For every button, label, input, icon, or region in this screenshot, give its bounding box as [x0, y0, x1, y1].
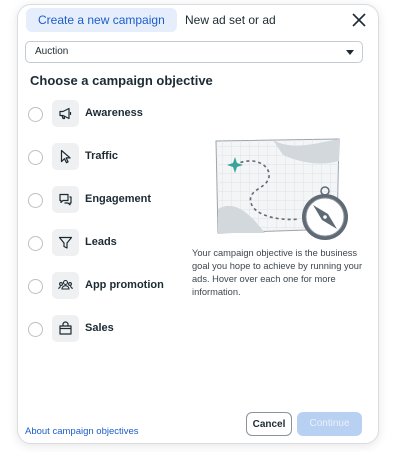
chat-bubbles-icon: [52, 186, 79, 213]
objective-description: Your campaign objective is the business goal you hope to achieve by running your ads. Hover over each one for more information.: [192, 248, 363, 297]
objective-label: Traffic: [85, 150, 119, 162]
cancel-button[interactable]: Cancel: [246, 412, 292, 436]
objective-label: Awareness: [85, 107, 143, 119]
objective-heading: Choose a campaign objective: [30, 73, 213, 88]
close-icon[interactable]: [350, 11, 368, 29]
people-icon: [52, 272, 79, 299]
objective-engagement[interactable]: [28, 185, 188, 217]
dialog-tabs: [26, 8, 378, 36]
radio-engagement[interactable]: [28, 193, 43, 208]
radio-awareness[interactable]: [28, 107, 43, 122]
create-campaign-dialog: [17, 4, 379, 444]
cursor-icon: [52, 143, 79, 170]
caret-down-icon: [346, 50, 354, 55]
objective-traffic[interactable]: [28, 142, 188, 174]
objective-awareness[interactable]: [28, 99, 188, 131]
objective-app-promotion[interactable]: [28, 271, 188, 303]
shopping-bag-icon: [52, 315, 79, 342]
radio-leads[interactable]: [28, 236, 43, 251]
about-campaign-objectives-link[interactable]: About campaign objectives: [25, 426, 139, 437]
objective-label: Sales: [85, 322, 114, 334]
objective-sales[interactable]: [28, 314, 188, 346]
radio-traffic[interactable]: [28, 150, 43, 165]
objective-leads[interactable]: [28, 228, 188, 260]
objective-label: App promotion: [85, 279, 164, 291]
megaphone-icon: [52, 100, 79, 127]
objective-label: Engagement: [85, 193, 152, 205]
map-compass-illustration: [213, 137, 353, 248]
tab-create-new-campaign[interactable]: Create a new campaign: [26, 8, 177, 32]
continue-button[interactable]: Continue: [297, 412, 362, 436]
radio-sales[interactable]: [28, 322, 43, 337]
buying-type-value: Auction: [35, 46, 69, 57]
radio-app-promotion[interactable]: [28, 279, 43, 294]
buying-type-select[interactable]: [25, 41, 363, 63]
tab-new-ad-set-or-ad[interactable]: New ad set or ad: [185, 13, 276, 27]
objective-label: Leads: [85, 236, 117, 248]
filter-icon: [52, 229, 79, 256]
